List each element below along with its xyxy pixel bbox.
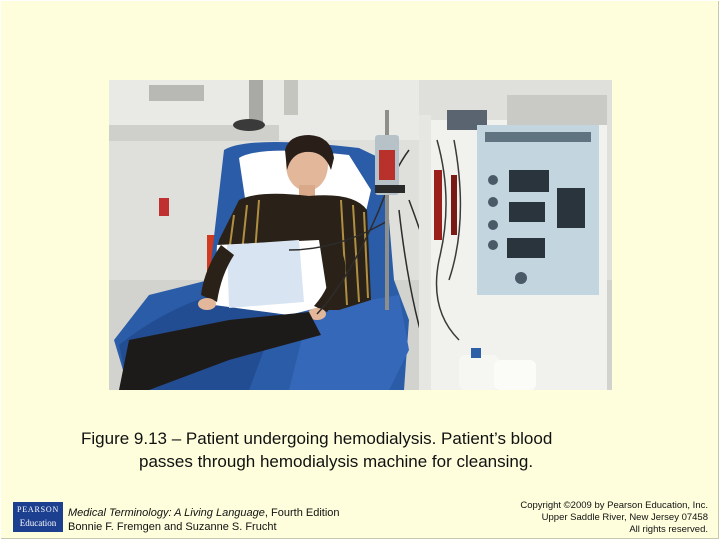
copyright-line-2: Upper Saddle River, New Jersey 07458: [541, 512, 708, 523]
book-edition: , Fourth Edition: [264, 507, 340, 519]
copyright-notice: [520, 500, 708, 536]
book-authors: Bonnie F. Fremgen and Suzanne S. Frucht: [68, 521, 277, 533]
logo-bottom-text: Education: [19, 518, 57, 528]
logo-top-text: PEARSON: [16, 505, 60, 514]
figure-caption: [81, 427, 701, 473]
copyright-line-1: Copyright ©2009 by Pearson Education, Inc.: [520, 500, 708, 511]
slide: [1, 1, 719, 539]
caption-line-1: Figure 9.13 – Patient undergoing hemodialysis. Patient’s blood: [81, 429, 553, 448]
hemodialysis-photo: [109, 80, 612, 390]
copyright-line-3: All rights reserved.: [629, 524, 708, 535]
book-title: Medical Terminology: A Living Language: [68, 507, 265, 519]
book-title-line: [68, 506, 340, 520]
caption-line-2: passes through hemodialysis machine for cleansing.: [139, 452, 534, 471]
pearson-logo: [13, 502, 63, 532]
book-citation: [68, 506, 340, 534]
